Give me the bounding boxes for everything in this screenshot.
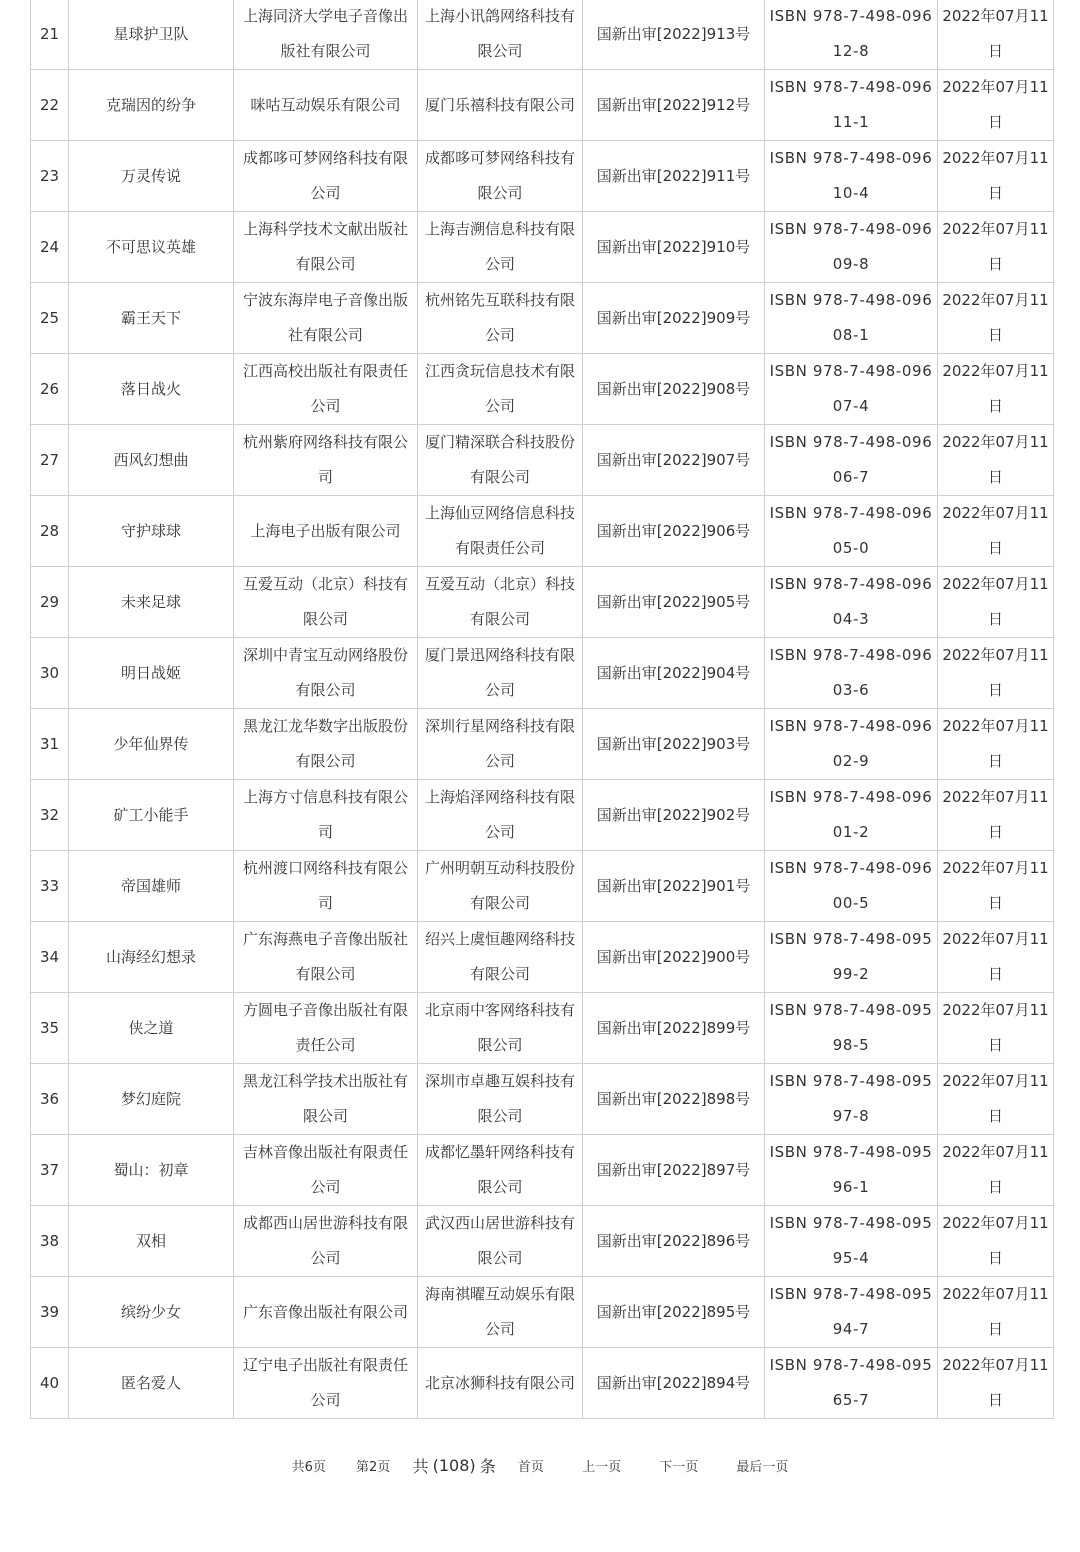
- approval-date-cell: 2022年07月11日: [938, 567, 1054, 638]
- row-number-cell: 23: [31, 141, 69, 212]
- publisher-cell: 上海科学技术文献出版社有限公司: [234, 212, 418, 283]
- approval-date-cell: 2022年07月11日: [938, 283, 1054, 354]
- operator-cell: 江西贪玩信息技术有限公司: [418, 354, 583, 425]
- operator-cell: 深圳市卓趣互娱科技有限公司: [418, 1064, 583, 1135]
- operator-cell: 厦门精深联合科技股份有限公司: [418, 425, 583, 496]
- isbn-cell: ISBN 978-7-498-09565-7: [765, 1348, 938, 1419]
- isbn-cell: ISBN 978-7-498-09602-9: [765, 709, 938, 780]
- operator-cell: 武汉西山居世游科技有限公司: [418, 1206, 583, 1277]
- operator-cell: 北京雨中客网络科技有限公司: [418, 993, 583, 1064]
- table-row: [31, 425, 1054, 496]
- approval-date-cell: 2022年07月11日: [938, 0, 1054, 70]
- approval-date-cell: 2022年07月11日: [938, 496, 1054, 567]
- approval-date-cell: 2022年07月11日: [938, 993, 1054, 1064]
- table-row: [31, 1064, 1054, 1135]
- game-name-cell: 克瑞因的纷争: [69, 70, 234, 141]
- row-number-cell: 25: [31, 283, 69, 354]
- row-number-cell: 39: [31, 1277, 69, 1348]
- isbn-cell: ISBN 978-7-498-09605-0: [765, 496, 938, 567]
- operator-cell: 上海吉溯信息科技有限公司: [418, 212, 583, 283]
- isbn-cell: ISBN 978-7-498-09597-8: [765, 1064, 938, 1135]
- operator-cell: 上海焰泽网络科技有限公司: [418, 780, 583, 851]
- game-name-cell: 不可思议英雄: [69, 212, 234, 283]
- approval-number-cell: 国新出审[2022]906号: [583, 496, 765, 567]
- operator-cell: 上海小讯鸽网络科技有限公司: [418, 0, 583, 70]
- total-count-value: (108): [432, 1456, 476, 1475]
- isbn-cell: ISBN 978-7-498-09609-8: [765, 212, 938, 283]
- table-row: [31, 922, 1054, 993]
- publisher-cell: 上海电子出版有限公司: [234, 496, 418, 567]
- total-count-suffix: 条: [479, 1457, 496, 1476]
- game-name-cell: 霸王天下: [69, 283, 234, 354]
- approval-date-cell: 2022年07月11日: [938, 709, 1054, 780]
- row-number-cell: 27: [31, 425, 69, 496]
- game-name-cell: 少年仙界传: [69, 709, 234, 780]
- game-name-cell: 双相: [69, 1206, 234, 1277]
- publisher-cell: 广东音像出版社有限公司: [234, 1277, 418, 1348]
- row-number-cell: 40: [31, 1348, 69, 1419]
- isbn-cell: ISBN 978-7-498-09595-4: [765, 1206, 938, 1277]
- first-page-link[interactable]: 首页: [517, 1460, 544, 1475]
- isbn-cell: ISBN 978-7-498-09596-1: [765, 1135, 938, 1206]
- operator-cell: 北京冰狮科技有限公司: [418, 1348, 583, 1419]
- approval-date-cell: 2022年07月11日: [938, 1348, 1054, 1419]
- table-row: [31, 354, 1054, 425]
- publisher-cell: 上海方寸信息科技有限公司: [234, 780, 418, 851]
- row-number-cell: 21: [31, 0, 69, 70]
- table-row: [31, 1348, 1054, 1419]
- table-row: [31, 1135, 1054, 1206]
- operator-cell: 互爱互动（北京）科技有限公司: [418, 567, 583, 638]
- isbn-cell: ISBN 978-7-498-09608-1: [765, 283, 938, 354]
- publisher-cell: 吉林音像出版社有限责任公司: [234, 1135, 418, 1206]
- pagination-bar: [0, 1454, 1080, 1477]
- game-name-cell: 明日战姬: [69, 638, 234, 709]
- publisher-cell: 广东海燕电子音像出版社有限公司: [234, 922, 418, 993]
- table-row: [31, 212, 1054, 283]
- isbn-cell: ISBN 978-7-498-09611-1: [765, 70, 938, 141]
- approval-number-cell: 国新出审[2022]895号: [583, 1277, 765, 1348]
- approval-date-cell: 2022年07月11日: [938, 1064, 1054, 1135]
- approval-date-cell: 2022年07月11日: [938, 851, 1054, 922]
- publisher-cell: 宁波东海岸电子音像出版社有限公司: [234, 283, 418, 354]
- publisher-cell: 江西高校出版社有限责任公司: [234, 354, 418, 425]
- publisher-cell: 黑龙江科学技术出版社有限公司: [234, 1064, 418, 1135]
- operator-cell: 厦门乐禧科技有限公司: [418, 70, 583, 141]
- publisher-cell: 上海同济大学电子音像出版社有限公司: [234, 0, 418, 70]
- approval-number-cell: 国新出审[2022]900号: [583, 922, 765, 993]
- table-row: [31, 0, 1054, 70]
- row-number-cell: 30: [31, 638, 69, 709]
- publisher-cell: 成都西山居世游科技有限公司: [234, 1206, 418, 1277]
- isbn-cell: ISBN 978-7-498-09598-5: [765, 993, 938, 1064]
- last-page-link[interactable]: 最后一页: [736, 1460, 789, 1475]
- game-name-cell: 矿工小能手: [69, 780, 234, 851]
- isbn-cell: ISBN 978-7-498-09612-8: [765, 0, 938, 70]
- table-row: [31, 141, 1054, 212]
- isbn-cell: ISBN 978-7-498-09607-4: [765, 354, 938, 425]
- prev-page-link[interactable]: 上一页: [582, 1460, 622, 1475]
- game-name-cell: 蜀山：初章: [69, 1135, 234, 1206]
- row-number-cell: 24: [31, 212, 69, 283]
- current-page-label: 第2页: [356, 1460, 391, 1475]
- isbn-cell: ISBN 978-7-498-09600-5: [765, 851, 938, 922]
- game-name-cell: 万灵传说: [69, 141, 234, 212]
- publisher-cell: 成都哆可梦网络科技有限公司: [234, 141, 418, 212]
- approval-date-cell: 2022年07月11日: [938, 70, 1054, 141]
- approval-date-cell: 2022年07月11日: [938, 141, 1054, 212]
- game-name-cell: 帝国雄师: [69, 851, 234, 922]
- operator-cell: 成都哆可梦网络科技有限公司: [418, 141, 583, 212]
- game-approval-table: [30, 0, 1054, 1419]
- operator-cell: 绍兴上虞恒趣网络科技有限公司: [418, 922, 583, 993]
- row-number-cell: 32: [31, 780, 69, 851]
- isbn-cell: ISBN 978-7-498-09603-6: [765, 638, 938, 709]
- table-row: [31, 1277, 1054, 1348]
- row-number-cell: 34: [31, 922, 69, 993]
- publisher-cell: 互爱互动（北京）科技有限公司: [234, 567, 418, 638]
- row-number-cell: 22: [31, 70, 69, 141]
- table-row: [31, 567, 1054, 638]
- publisher-cell: 杭州渡口网络科技有限公司: [234, 851, 418, 922]
- approval-date-cell: 2022年07月11日: [938, 425, 1054, 496]
- table-body: [31, 0, 1054, 1419]
- approval-number-cell: 国新出审[2022]904号: [583, 638, 765, 709]
- row-number-cell: 26: [31, 354, 69, 425]
- row-number-cell: 31: [31, 709, 69, 780]
- isbn-cell: ISBN 978-7-498-09610-4: [765, 141, 938, 212]
- game-name-cell: 西风幻想曲: [69, 425, 234, 496]
- approval-number-cell: 国新出审[2022]897号: [583, 1135, 765, 1206]
- approval-date-cell: 2022年07月11日: [938, 1135, 1054, 1206]
- isbn-cell: ISBN 978-7-498-09601-2: [765, 780, 938, 851]
- next-page-link[interactable]: 下一页: [659, 1460, 699, 1475]
- approval-number-cell: 国新出审[2022]903号: [583, 709, 765, 780]
- operator-cell: 广州明朝互动科技股份有限公司: [418, 851, 583, 922]
- operator-cell: 杭州铭先互联科技有限公司: [418, 283, 583, 354]
- table-row: [31, 283, 1054, 354]
- publisher-cell: 咪咕互动娱乐有限公司: [234, 70, 418, 141]
- approval-number-cell: 国新出审[2022]907号: [583, 425, 765, 496]
- publisher-cell: 黑龙江龙华数字出版股份有限公司: [234, 709, 418, 780]
- approval-number-cell: 国新出审[2022]909号: [583, 283, 765, 354]
- isbn-cell: ISBN 978-7-498-09599-2: [765, 922, 938, 993]
- row-number-cell: 33: [31, 851, 69, 922]
- isbn-cell: ISBN 978-7-498-09594-7: [765, 1277, 938, 1348]
- table-row: [31, 780, 1054, 851]
- approval-number-cell: 国新出审[2022]901号: [583, 851, 765, 922]
- isbn-cell: ISBN 978-7-498-09604-3: [765, 567, 938, 638]
- approval-number-cell: 国新出审[2022]912号: [583, 70, 765, 141]
- publisher-cell: 杭州紫府网络科技有限公司: [234, 425, 418, 496]
- table-row: [31, 70, 1054, 141]
- table-row: [31, 1206, 1054, 1277]
- row-number-cell: 37: [31, 1135, 69, 1206]
- approval-date-cell: 2022年07月11日: [938, 1277, 1054, 1348]
- table-row: [31, 851, 1054, 922]
- game-name-cell: 星球护卫队: [69, 0, 234, 70]
- approval-number-cell: 国新出审[2022]913号: [583, 0, 765, 70]
- row-number-cell: 35: [31, 993, 69, 1064]
- approval-date-cell: 2022年07月11日: [938, 212, 1054, 283]
- table-row: [31, 709, 1054, 780]
- operator-cell: 上海仙豆网络信息科技有限责任公司: [418, 496, 583, 567]
- approval-number-cell: 国新出审[2022]902号: [583, 780, 765, 851]
- approval-number-cell: 国新出审[2022]894号: [583, 1348, 765, 1419]
- publisher-cell: 辽宁电子出版社有限责任公司: [234, 1348, 418, 1419]
- approval-number-cell: 国新出审[2022]898号: [583, 1064, 765, 1135]
- approval-date-cell: 2022年07月11日: [938, 922, 1054, 993]
- game-name-cell: 守护球球: [69, 496, 234, 567]
- table-row: [31, 496, 1054, 567]
- table-row: [31, 638, 1054, 709]
- game-name-cell: 侠之道: [69, 993, 234, 1064]
- operator-cell: 成都忆墨轩网络科技有限公司: [418, 1135, 583, 1206]
- approval-date-cell: 2022年07月11日: [938, 780, 1054, 851]
- row-number-cell: 38: [31, 1206, 69, 1277]
- operator-cell: 厦门景迅网络科技有限公司: [418, 638, 583, 709]
- isbn-cell: ISBN 978-7-498-09606-7: [765, 425, 938, 496]
- publisher-cell: 深圳中青宝互动网络股份有限公司: [234, 638, 418, 709]
- row-number-cell: 29: [31, 567, 69, 638]
- game-name-cell: 匿名爱人: [69, 1348, 234, 1419]
- game-name-cell: 梦幻庭院: [69, 1064, 234, 1135]
- approval-number-cell: 国新出审[2022]910号: [583, 212, 765, 283]
- game-name-cell: 山海经幻想录: [69, 922, 234, 993]
- approval-number-cell: 国新出审[2022]899号: [583, 993, 765, 1064]
- table-row: [31, 993, 1054, 1064]
- total-pages-label: 共6页: [291, 1460, 326, 1475]
- operator-cell: 海南祺曜互动娱乐有限公司: [418, 1277, 583, 1348]
- game-name-cell: 落日战火: [69, 354, 234, 425]
- publisher-cell: 方圆电子音像出版社有限责任公司: [234, 993, 418, 1064]
- operator-cell: 深圳行星网络科技有限公司: [418, 709, 583, 780]
- approval-number-cell: 国新出审[2022]896号: [583, 1206, 765, 1277]
- approval-date-cell: 2022年07月11日: [938, 1206, 1054, 1277]
- game-name-cell: 缤纷少女: [69, 1277, 234, 1348]
- approval-date-cell: 2022年07月11日: [938, 354, 1054, 425]
- approval-number-cell: 国新出审[2022]908号: [583, 354, 765, 425]
- approval-number-cell: 国新出审[2022]905号: [583, 567, 765, 638]
- row-number-cell: 36: [31, 1064, 69, 1135]
- approval-date-cell: 2022年07月11日: [938, 638, 1054, 709]
- approval-number-cell: 国新出审[2022]911号: [583, 141, 765, 212]
- game-name-cell: 未来足球: [69, 567, 234, 638]
- row-number-cell: 28: [31, 496, 69, 567]
- total-count-prefix: 共: [412, 1457, 429, 1476]
